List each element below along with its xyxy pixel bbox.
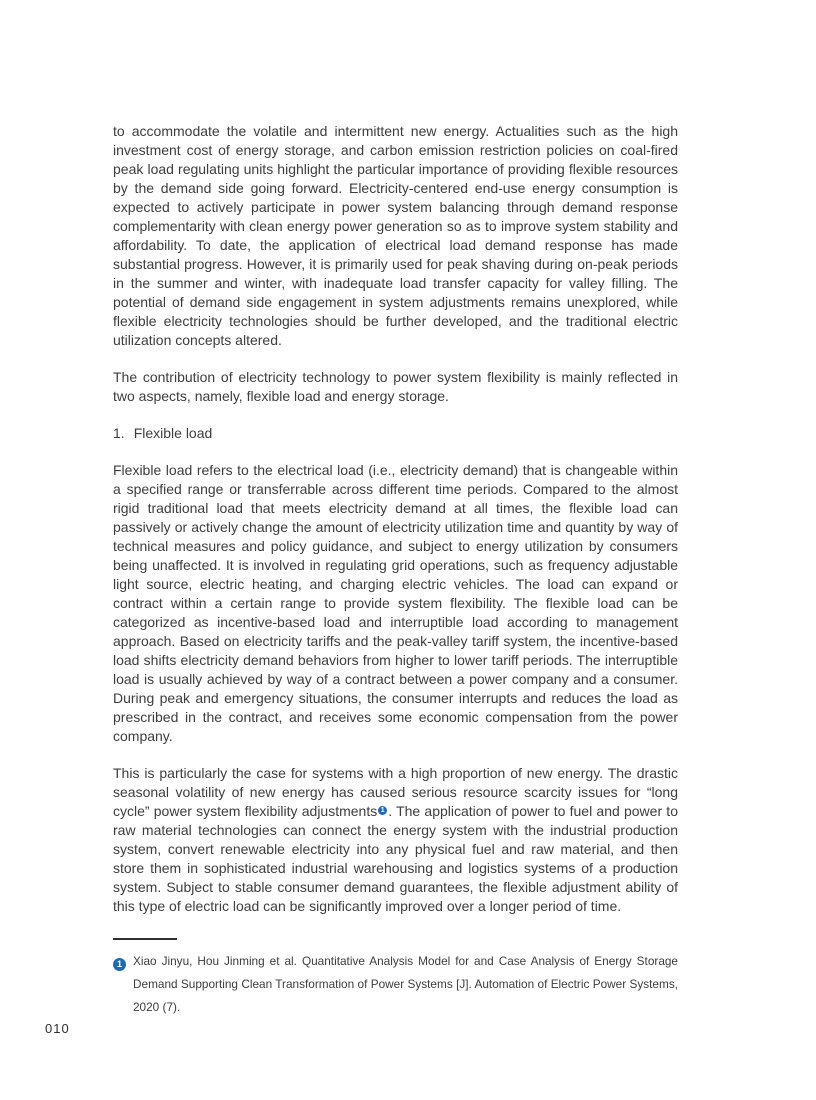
section-heading-flexible-load xyxy=(113,424,678,443)
page-content xyxy=(113,122,678,934)
section-heading-label: Flexible load xyxy=(133,425,213,441)
body-paragraph-3: Flexible load refers to the electrical load (i.e., electricity demand) that is changeable within a specified range or transferrable across different time periods. Compared to the almost rigid traditional load that meets electricity demand at all times, the flexible load can passively or actively change the amount of electricity utilization time and quantity by way of technical measures and policy guidance, and subject to energy utilization by consumers being unaffected. It is involved in regulating grid operations, such as frequency adjustable light source, electric heating, and charging electric vehicles. The load can expand or contract within a certain range to provide system flexibility. The flexible load can be categorized as incentive-based load and interruptible load according to management approach. Based on electricity tariffs and the peak-valley tariff system, the incentive-based load shifts electricity demand behaviors from higher to lower tariff periods. The interruptible load is usually achieved by way of a contract between a power company and a consumer. During peak and emergency situations, the consumer interrupts and reduces the load as prescribed in the contract, and receives some economic compensation from the power company. xyxy=(113,462,678,744)
body-paragraph-1: to accommodate the volatile and intermittent new energy. Actualities such as the high investment cost of energy storage, and carbon emission restriction policies on coal-fired peak load regulating units highlight the particular importance of providing flexible resources by the demand side going forward. Electricity-centered end-use energy consumption is expected to actively participate in power system balancing through demand response complementarity with clean energy power generation so as to improve system stability and affordability. To date, the application of electrical load demand response has made substantial progress. However, it is primarily used for peak shaving during on-peak periods in the summer and winter, with inadequate load transfer capacity for valley filling. The potential of demand side engagement in system adjustments remains unexplored, while flexible electricity technologies should be further developed, and the traditional electric utilization concepts altered. xyxy=(113,123,678,348)
footnote-area xyxy=(113,930,678,1019)
footnote-reference-marker-icon xyxy=(378,806,387,815)
footnote-number-badge: 1 xyxy=(378,806,387,815)
body-paragraph-4 xyxy=(113,764,678,916)
body-paragraph-4-text-before-marker: This is particularly the case for systems with a high proportion of new energy. The drastic seasonal volatility of new energy has caused serious resource scarcity issues for “long cycle” power system flexibility adjustments xyxy=(113,765,678,819)
footnote-entry xyxy=(113,950,678,1019)
footnote-marker-icon: 1 xyxy=(113,958,126,971)
footnote-marker-cell xyxy=(113,950,133,972)
body-paragraph-2: The contribution of electricity technology to power system flexibility is mainly reflected in two aspects, namely, flexible load and energy storage. xyxy=(113,369,678,404)
footnote-divider xyxy=(113,938,177,940)
section-heading-number: 1. xyxy=(113,425,125,441)
footnote-text: Xiao Jinyu, Hou Jinming et al. Quantitative Analysis Model for and Case Analysis of Energy Storage Demand Supporting Clean Transformation of Power Systems [J]. Automation of Electric Power Systems, 2020 (7). xyxy=(133,954,678,1014)
body-paragraph-4-text-after-marker: . The application of power to fuel and power to raw material technologies can connect the energy system with the industrial production system, convert renewable electricity into any physical fuel and raw material, and then store them in sophisticated industrial warehousing and logistics systems of a production system. Subject to stable consumer demand guarantees, the flexible adjustment ability of this type of electric load can be significantly improved over a longer period of time. xyxy=(113,803,678,914)
page-number: 010 xyxy=(45,1021,70,1036)
